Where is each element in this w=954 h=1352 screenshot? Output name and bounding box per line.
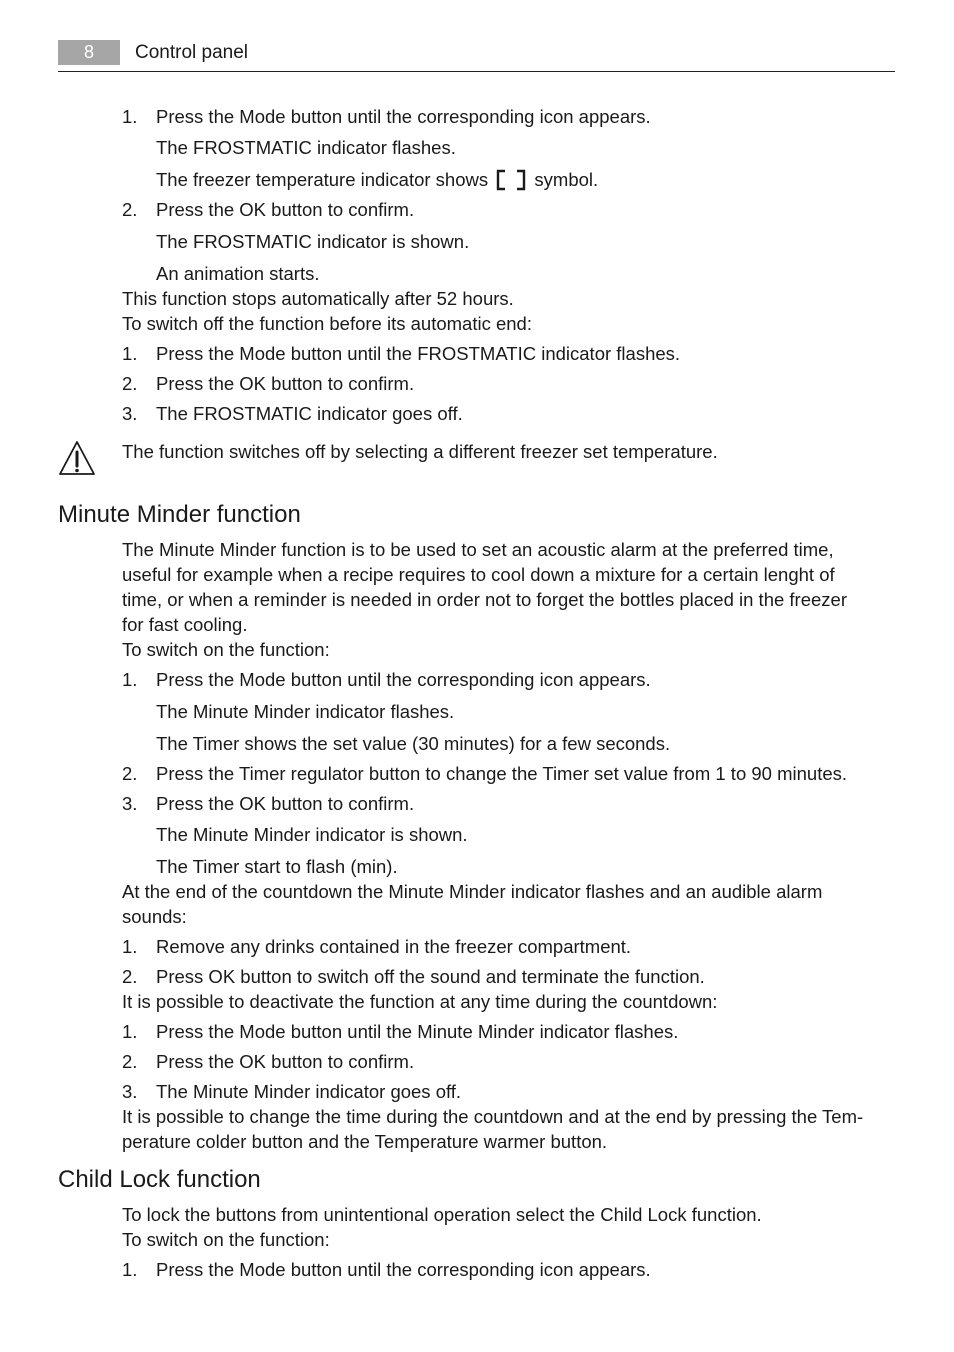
freezer-bracket-icon <box>496 169 526 191</box>
step-text: The FROSTMATIC indicator goes off. <box>156 403 463 424</box>
paragraph: useful for example when a recipe requires to cool down a mixture for a certain lenght of <box>122 564 835 585</box>
step-result: The FROSTMATIC indicator is shown. <box>156 231 470 252</box>
paragraph: sounds: <box>122 906 187 927</box>
paragraph: To switch on the function: <box>122 1229 330 1250</box>
paragraph: At the end of the countdown the Minute Minder indicator flashes and an audible alarm <box>122 881 823 902</box>
paragraph: This function stops automatically after 52 hours. <box>122 288 514 309</box>
step-text: Press the Mode button until the corresponding icon appears. <box>156 1259 651 1280</box>
step-text: Press the OK button to confirm. <box>156 1051 415 1072</box>
step-result: The Timer shows the set value (30 minutes) for a few seconds. <box>156 733 671 754</box>
page-number: 8 <box>58 40 120 65</box>
step-text: Press the Mode button until the Minute Minder indicator flashes. <box>156 1021 679 1042</box>
warning-icon <box>58 440 96 476</box>
header-title: Control panel <box>135 42 249 63</box>
step-number: 1. <box>122 1259 138 1280</box>
paragraph: perature colder button and the Temperature warmer button. <box>122 1131 608 1152</box>
step-number: 1. <box>122 1021 138 1042</box>
paragraph: The Minute Minder function is to be used to set an acoustic alarm at the preferred time, <box>122 539 834 560</box>
step-text: Press the Timer regulator button to change the Timer set value from 1 to 90 minutes. <box>156 763 848 784</box>
paragraph: time, or when a reminder is needed in order not to forget the bottles placed in the freezer <box>122 589 847 610</box>
paragraph: It is possible to change the time during the countdown and at the end by pressing the Tem- <box>122 1106 864 1127</box>
step-text: Press the Mode button until the corresponding icon appears. <box>156 106 651 127</box>
paragraph: To switch off the function before its automatic end: <box>122 313 532 334</box>
step-text: Press the Mode button until the corresponding icon appears. <box>156 669 651 690</box>
warning-text: The function switches off by selecting a different freezer set temperature. <box>122 441 718 462</box>
step-text: Press the OK button to confirm. <box>156 793 415 814</box>
paragraph: To lock the buttons from unintentional operation select the Child Lock function. <box>122 1204 762 1225</box>
step-number: 2. <box>122 763 138 784</box>
step-number: 2. <box>122 373 138 394</box>
step-text: Press the OK button to confirm. <box>156 199 415 220</box>
step-number: 1. <box>122 669 138 690</box>
step-number: 1. <box>122 106 138 127</box>
step-result-text: The freezer temperature indicator shows <box>156 169 489 190</box>
step-result: An animation starts. <box>156 263 320 284</box>
step-result: The Minute Minder indicator is shown. <box>156 824 468 845</box>
step-number: 3. <box>122 793 138 814</box>
step-result: The FROSTMATIC indicator flashes. <box>156 137 456 158</box>
section-heading-minute-minder: Minute Minder function <box>58 501 301 528</box>
step-result: The Timer start to flash (min). <box>156 856 398 877</box>
paragraph: for fast cooling. <box>122 614 248 635</box>
section-heading-child-lock: Child Lock function <box>58 1166 261 1193</box>
step-number: 3. <box>122 403 138 424</box>
step-result-text: symbol. <box>534 169 599 190</box>
step-text: Press the Mode button until the FROSTMATIC indicator flashes. <box>156 343 681 364</box>
step-text: The Minute Minder indicator goes off. <box>156 1081 462 1102</box>
step-number: 2. <box>122 1051 138 1072</box>
step-number: 2. <box>122 199 138 220</box>
paragraph: To switch on the function: <box>122 639 330 660</box>
step-text: Press the OK button to confirm. <box>156 373 415 394</box>
step-result <box>156 167 598 192</box>
page-header <box>58 40 895 72</box>
step-number: 1. <box>122 343 138 364</box>
step-result: The Minute Minder indicator flashes. <box>156 701 455 722</box>
step-number: 2. <box>122 966 138 987</box>
step-number: 1. <box>122 936 138 957</box>
step-text: Press OK button to switch off the sound and terminate the function. <box>156 966 705 987</box>
step-number: 3. <box>122 1081 138 1102</box>
paragraph: It is possible to deactivate the function at any time during the countdown: <box>122 991 718 1012</box>
step-text: Remove any drinks contained in the freezer compartment. <box>156 936 632 957</box>
